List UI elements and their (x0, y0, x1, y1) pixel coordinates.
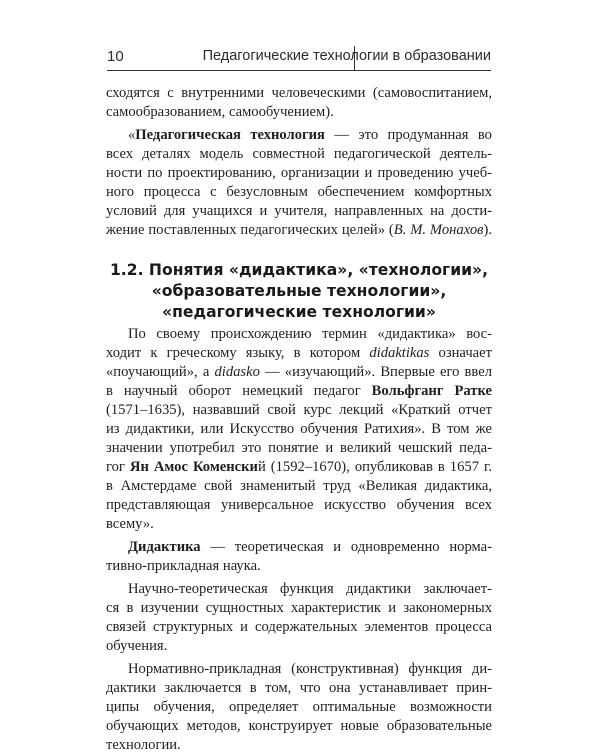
text-line: ся в изучении сущностных характеристик и закономерных (106, 600, 492, 616)
text-line (106, 126, 492, 145)
continuation-paragraph (106, 84, 492, 122)
text-line (106, 344, 492, 363)
paragraph-didactics-definition (106, 538, 492, 576)
text-run: — «изучающий». Впервые его ввел (259, 364, 492, 380)
text-run: ходит к греческому языку, в котором (106, 345, 370, 361)
running-header (107, 44, 491, 71)
text-line (106, 538, 492, 557)
text-run: означает (429, 345, 492, 361)
text-line: обучающих методов, конструирует новые образовательные (106, 718, 492, 734)
text-line: Нормативно-прикладная (конструктивная) функция ди- (128, 661, 492, 677)
text-run: гог (106, 459, 130, 475)
term-didactics: Дидактика (128, 539, 201, 555)
greek-term: didasko (214, 364, 260, 380)
heading-line: «образовательные технологии», (151, 282, 447, 300)
text-line: из дидактики, или Искусство обучения Ратихия». В том же (106, 421, 492, 437)
text-run: жение поставленных педагогических целей» ( (106, 222, 394, 238)
person-name: Вольфганг Ратке (371, 383, 492, 399)
paragraph-origin (106, 325, 492, 534)
text-line: связей структурных и содержательных элементов процесса (106, 619, 492, 635)
term-pedagogical-technology: Педагогическая технология (135, 127, 325, 143)
heading-line: «педагогические технологии» (162, 303, 436, 321)
text-line: дактики заключается в том, что она устанавливает прин- (106, 680, 492, 696)
text-line: тивно-прикладная наука. (106, 558, 261, 574)
text-line: технологии. (106, 737, 181, 753)
text-line: сходятся с внутренними человеческими (самовоспитанием, (106, 85, 492, 101)
text-run: — это продуманная во (324, 127, 492, 143)
heading-line: 1.2. Понятия «дидактика», «технологии», (109, 261, 489, 279)
running-title: Педагогические технологии в образовании (202, 48, 491, 64)
text-run: — теоретическая и одновременно норма- (200, 539, 492, 555)
top-text-block (106, 84, 492, 240)
section-heading (106, 260, 492, 323)
open-quote: « (128, 127, 136, 143)
paragraph-applied-function (106, 660, 492, 755)
text-line: в Амстердаме свой знаменитый труд «Великая дидактика, (106, 478, 492, 494)
text-run: й (1592–1670), опубликовав в 1657 г. (257, 459, 492, 475)
text-line (106, 221, 492, 240)
text-line: Научно-теоретическая функция дидактики заключает- (128, 581, 492, 597)
body-text-block (106, 325, 492, 755)
text-run: ). (483, 222, 492, 238)
definition-paragraph (106, 126, 492, 240)
text-line: самообразованием, самообучением). (106, 104, 334, 120)
text-line: значении употребил это понятие и великий чешский педа- (106, 440, 492, 456)
text-line: представляющая универсальное искусство обучения всех (106, 497, 492, 513)
text-line (106, 363, 492, 382)
page-number: 10 (107, 48, 124, 65)
author-citation: В. М. Монахов (393, 222, 484, 238)
text-line: ности по проектированию, организации и проведению учеб- (106, 165, 492, 181)
text-line: ципы обучения, определяет оптимальные возможности (106, 699, 492, 715)
text-line: По своему происхождению термин «дидактика» вос- (128, 326, 492, 342)
greek-term: didaktikas (369, 345, 430, 361)
person-name: Ян Амос Коменски (129, 459, 258, 475)
text-line: (1571–1635), назвавший свой курс лекций «Краткий отчет (106, 402, 492, 418)
text-line: ного процесса с безусловным обеспечением комфортных (106, 184, 492, 200)
text-run: в научный оборот немецкий педагог (106, 383, 372, 399)
text-line: условий для учащихся и учителя, направленных на дости- (106, 203, 492, 219)
text-line: всех деталях модель совместной педагогической деятель- (106, 146, 492, 162)
text-line (106, 382, 492, 401)
paragraph-theoretical-function (106, 580, 492, 656)
text-line (106, 458, 492, 477)
text-line: обучения. (106, 638, 168, 654)
text-line: всему». (106, 516, 154, 532)
text-run: «поучающий», а (106, 364, 215, 380)
